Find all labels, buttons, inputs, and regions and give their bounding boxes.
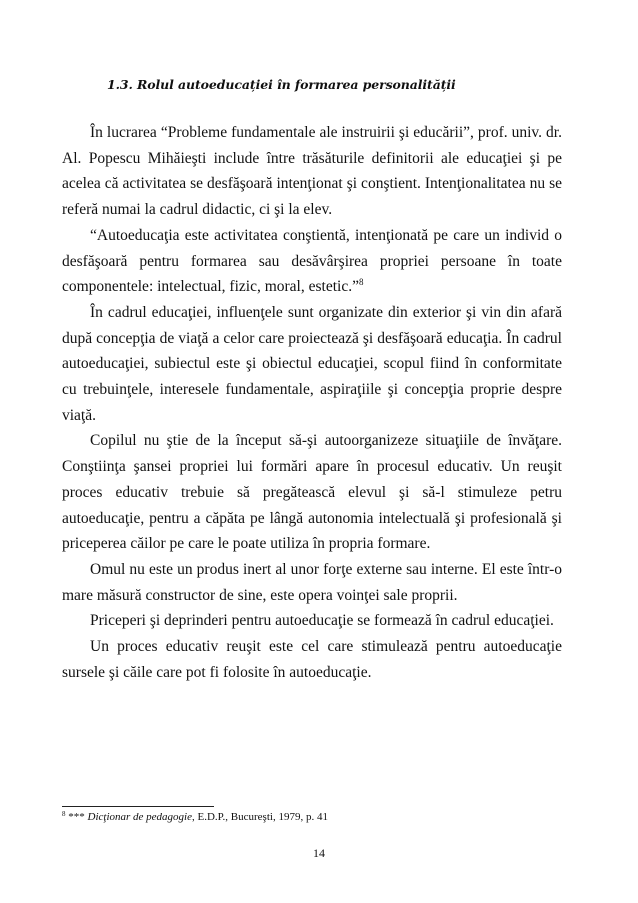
page-number: 14 [313, 846, 325, 860]
paragraph-5: Omul nu este un produs inert al unor forţe externe sau interne. El este într-o mare măsură constructor de sine, este opera voinţei sale proprii. [62, 560, 562, 604]
paragraph-1: În lucrarea “Probleme fundamentale ale instruirii şi educării”, prof. univ. dr. Al. Popescu Mihăieşti include între trăsăturile definitorii ale educaţiei şi pe acelea că activitatea se desfăşoară intenţionat şi conştient. Intenţionalitatea nu se referă numai la cadrul didactic, ci şi la elev. [62, 124, 562, 219]
paragraph-6: Priceperi şi deprinderi pentru autoeducaţie se formează în cadrul educaţiei. [90, 612, 554, 630]
paragraph-7: Un proces educativ reuşit este cel care stimulează pentru autoeducaţie sursele şi căile care pot fi folosite în autoeducaţie. [62, 638, 562, 681]
paragraph-3: În cadrul educaţiei, influenţele sunt organizate din exterior şi vin din afară după concepţia de viaţă a celor care proiectează şi desfăşoară educaţia. În cadrul autoeducaţiei, subiectul este şi obiectul educaţiei, scopul fiind în conformitate cu trebuinţele, interesele fundamentale, aspiraţiile şi concepţia proprie despre viaţă. [62, 303, 562, 424]
paragraph-2-text: “Autoeducaţia este activitatea conştientă, intenţionată pe care un individ o desfăşoară pentru formarea sau desăvârşirea propriei persoane în toate componentele: intelectual, fizic, moral, estetic.” [62, 226, 562, 296]
footnote-title: Dicţionar de pedagogie [87, 811, 192, 823]
section-heading: 1.3. Rolul autoeducației în formarea personalității [107, 77, 456, 92]
footnote-reference: 8 [358, 277, 364, 288]
footnote-marker: 8 [62, 810, 66, 818]
body-text [62, 120, 562, 685]
paragraph-4: Copilul nu ştie de la început să-şi autoorganizeze situaţiile de învăţare. Conştiinţa şansei propriei lui formări apare în procesul educativ. Un reuşit proces educativ trebuie să pregătească elevul şi să-l stimuleze petru autoeducaţie, pentru a căpăta pe lângă autonomia intelectuală şi profesională şi priceperea căilor pe care le poate utiliza în propria formare. [62, 432, 562, 553]
footnote [62, 811, 328, 823]
footnote-details: , E.D.P., Bucureşti, 1979, p. 41 [191, 811, 328, 823]
footnote-prefix: *** [65, 811, 88, 823]
paragraph-2 [62, 223, 562, 300]
footnote-separator [62, 806, 214, 807]
